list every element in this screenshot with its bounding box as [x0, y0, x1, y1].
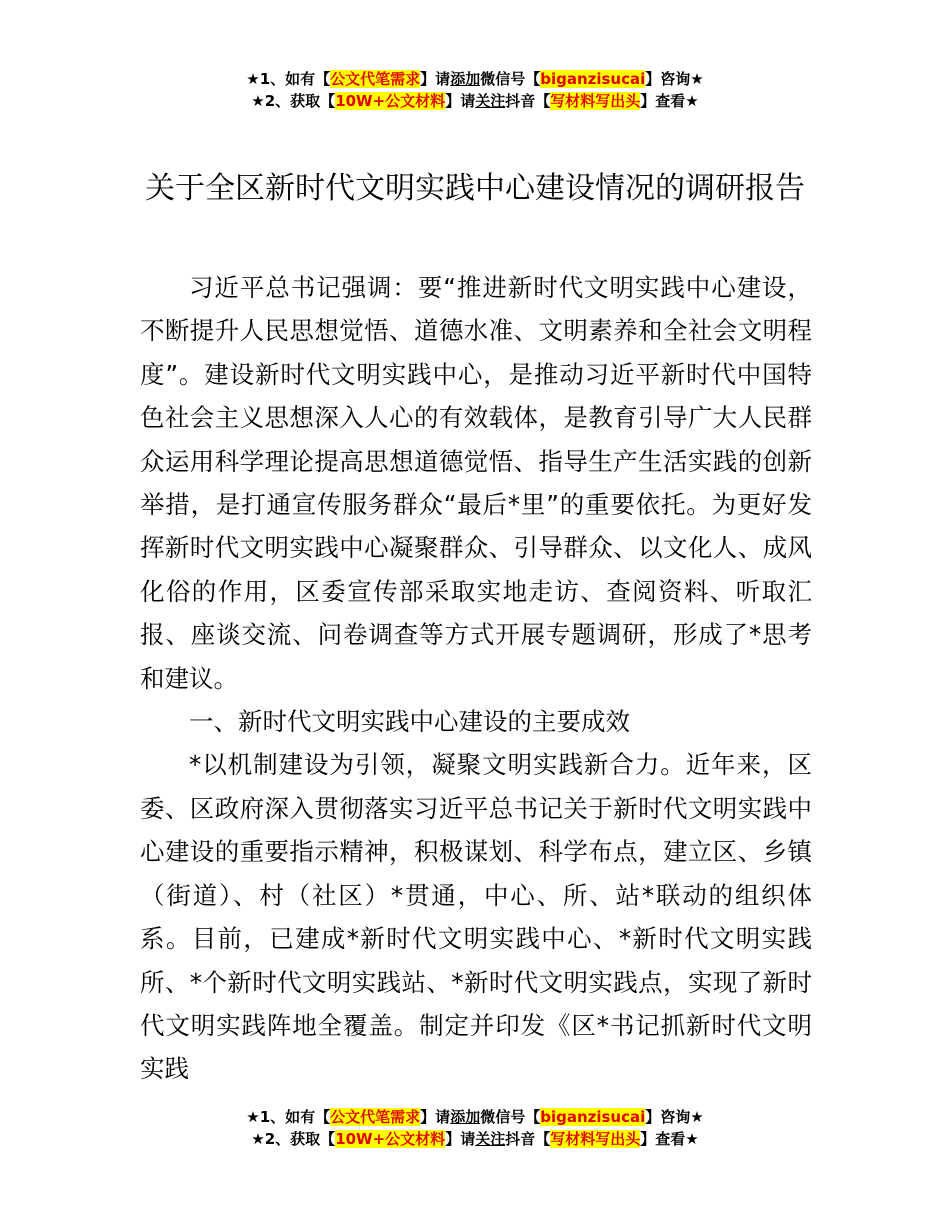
highlight-wechat-id: biganzisucai	[540, 70, 646, 88]
banner-text: 】请	[420, 1108, 451, 1126]
banner-underlined-text: 添加	[450, 70, 481, 88]
banner-text: 抖音【	[505, 92, 551, 110]
highlight-douyin: 写材料写出头	[550, 92, 641, 110]
banner-text: 】请	[445, 1130, 476, 1148]
highlight-materials: 10W+公文材料	[335, 92, 446, 110]
highlight-wechat-id: biganzisucai	[540, 1108, 646, 1126]
document-title: 关于全区新时代文明实践中心建设情况的调研报告	[145, 171, 805, 206]
highlight-service: 公文代笔需求	[330, 1108, 421, 1126]
banner-text: 微信号【	[480, 1108, 541, 1126]
banner-text: 微信号【	[480, 70, 541, 88]
body-paragraph: *以机制建设为引领，凝聚文明实践新合力。近年来，区委、区政府深入贯彻落实习近平总书记关于新时代文明实践中心建设的重要指示精神，积极谋划、科学布点，建立区、乡镇（街道）、村（社区）*贯通，中心、所、站*联动的组织体系。目前，已建成*新时代文明实践中心、*新时代文明实践所、*个新时代文明实践站、*新时代文明实践点，实现了新时代文明实践阵地全覆盖。制定并印发《区*书记抓新时代文明实践	[140, 750, 812, 1084]
banner-text: 】请	[420, 70, 451, 88]
banner-underlined-text: 关注	[475, 1130, 506, 1148]
banner-line-2	[0, 1128, 950, 1150]
banner-line-1	[0, 68, 950, 90]
banner-text: ★1、如有【	[246, 1108, 331, 1126]
highlight-douyin: 写材料写出头	[550, 1130, 641, 1148]
banner-text: 】查看★	[640, 1130, 699, 1148]
banner-text: 】查看★	[640, 92, 699, 110]
banner-text: ★2、获取【	[251, 1130, 336, 1148]
footer-banner	[0, 1106, 950, 1150]
banner-text: 】请	[445, 92, 476, 110]
banner-text: ★1、如有【	[246, 70, 331, 88]
highlight-service: 公文代笔需求	[330, 70, 421, 88]
document-body	[140, 266, 812, 1091]
banner-underlined-text: 添加	[450, 1108, 481, 1126]
banner-text: 】咨询★	[645, 70, 704, 88]
banner-text: ★2、获取【	[251, 92, 336, 110]
section-heading: 一、新时代文明实践中心建设的主要成效	[189, 707, 630, 737]
highlight-materials: 10W+公文材料	[335, 1130, 446, 1148]
banner-underlined-text: 关注	[475, 92, 506, 110]
intro-paragraph: 习近平总书记强调：要“推进新时代文明实践中心建设，不断提升人民思想觉悟、道德水准、文明素养和全社会文明程度”。建设新时代文明实践中心，是推动习近平新时代中国特色社会主义思想深入人心的有效载体，是教育引导广大人民群众运用科学理论提高思想道德觉悟、指导生产生活实践的创新举措，是打通宣传服务群众“最后*里”的重要依托。为更好发挥新时代文明实践中心凝聚群众、引导群众、以文化人、成风化俗的作用，区委宣传部采取实地走访、查阅资料、听取汇报、座谈交流、问卷调查等方式开展专题调研，形成了*思考和建议。	[140, 273, 812, 693]
banner-text: 】咨询★	[645, 1108, 704, 1126]
banner-text: 抖音【	[505, 1130, 551, 1148]
banner-line-1	[0, 1106, 950, 1128]
banner-line-2	[0, 90, 950, 112]
header-banner	[0, 68, 950, 112]
